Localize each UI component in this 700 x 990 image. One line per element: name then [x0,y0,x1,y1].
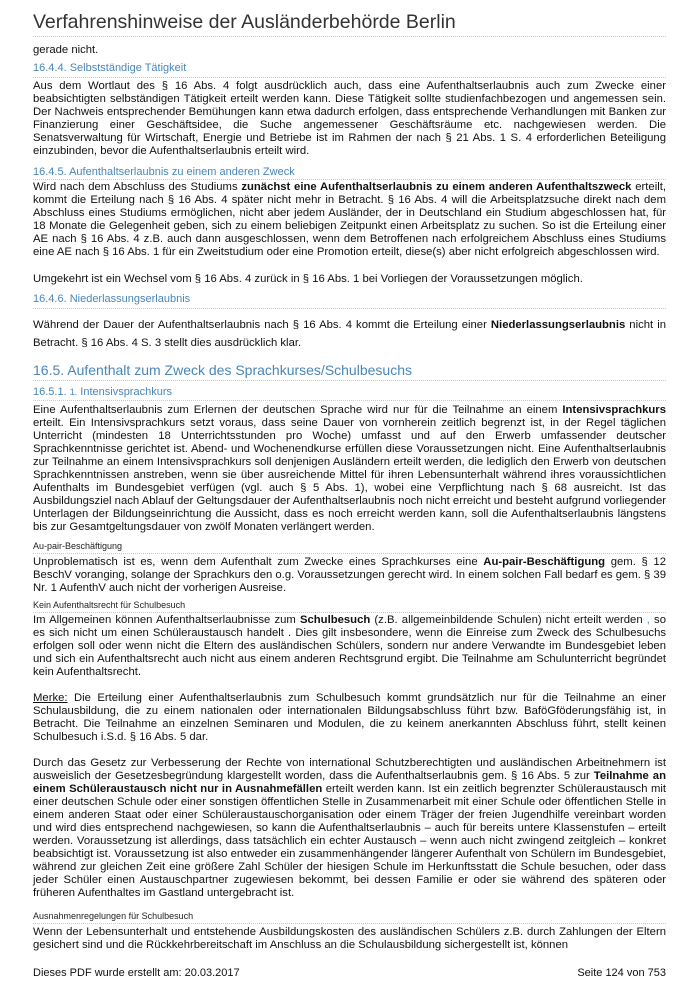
text-run: Wird nach dem Abschluss des Studiums [33,181,242,193]
text-run: Eine Aufenthaltserlaubnis zum Erlernen der deutschen Sprache wird nur für die Teilnahme an einem [33,404,563,416]
section-16-5-1-text [33,404,666,534]
aupair-text [33,556,666,595]
merke-text [33,692,666,744]
schueleraustausch-text [33,757,666,901]
header-divider [33,36,666,37]
text-run: Während der Dauer der Aufenthaltserlaubnis nach § 16 Abs. 4 kommt die Erteilung einer [33,319,491,331]
ausnahmen-heading: Ausnahmenregelungen für Schulbesuch [33,911,194,921]
section-divider [33,77,666,78]
section-divider [33,179,666,180]
section-16-5-heading: 16.5. Aufenthalt zum Zweck des Sprachkurses/Schulbesuchs [33,362,412,378]
text-run: erteilt. Ein Intensivsprachkurs setzt voraus, dass seine Dauer von vornherein zeitlich begrenzt ist, in der Regel täglichen Unterricht (mindesten 18 Unterrichtsstunden pro Woche) umfasst und auf den Erwerb umfassender deutscher Sprachkenntnisse gerichtet ist. Abend- und Wochenendkurse erfüllen diese Voraussetzungen nicht. Eine Aufenthaltserlaubnis zur Teilnahme an einem Intensivsprachkurs soll denjenigen Ausländern erteilt werden, die lediglich den Erwerb von deutschen Sprachkenntnissen anstreben, wenn sie über ausreichende Mittel für ihren Lebensunterhalt während ihres voraussichtlichen Aufenthalts im Bundesgebiet verfügen (vgl. auch § 5 Abs. 1), wobei eine Verpflichtung nach § 68 ausreicht. Ist das Ausbildungsziel nach Ablauf der Geltungsdauer der Aufenthaltserlaubnis noch nicht erreicht und besteht aufgrund vorliegender Unterlagen der Bildungseinrichtung die Aussicht, dass es noch erreicht werden kann, soll die Aufenthaltserlaubnis längstens bis zur Gesamtgeltungsdauer von zwölf Monaten verlängert werden. [33,417,666,534]
text-run: erteilt, kommt die Erteilung nach § 16 Abs. 4 später nicht mehr in Betracht. § 16 Abs. 4 will die Arbeitsplatzsuche direkt nach dem Abschluss eines Studiums ermöglichen, nicht aber jedem Ausländer, der in Deutschland ein Studium abgeschlossen hat, für 18 Monate die Gelegenheit geben, sich zu einem beliebigen Zeitpunkt einen Arbeitsplatz zu suchen. So ist die Erteilung einer AE nach § 16 Abs. 4 z.B. auch dann ausgeschlossen, wenn dem Betroffenen nach erfolgreichem Abschluss eines Studiums eine AE nach § 16 Abs. 1 für ein Zweitstudium oder eine Promotion erteilt, diese(s) aber nicht erfolgreich abgeschlossen wird. [33,181,666,259]
section-divider [33,400,666,401]
section-16-4-5-heading: 16.4.5. Aufenthaltserlaubnis zu einem anderen Zweck [33,166,295,178]
text-run: (z.B. allgemeinbildende Schulen) nicht erteilt werden [370,614,643,626]
section-16-4-6-text [33,316,666,352]
footer-created-date: Dieses PDF wurde erstellt am: 20.03.2017 [33,967,240,979]
merke-label: Merke: [33,692,68,704]
document-title: Verfahrenshinweise der Ausländerbehörde Berlin [33,11,456,33]
text-run: gem. § 12 BeschV voranging, solange der Sprachkurs den o.g. Voraussetzungen gerecht wird. In einem solchen Fall bedarf es gem. § 39 Nr. 1 AufenthV auch nicht der vorherigen Ausreise. [33,556,667,595]
section-16-5-1-heading [33,386,172,398]
section-16-4-5-text [33,181,666,259]
section-divider [33,923,666,924]
section-16-4-4-heading: 16.4.4. Selbstständige Tätigkeit [33,62,187,74]
heading-text: Intensivsprachkurs [80,386,172,398]
text-run: nicht in Betracht. § 16 Abs. 4 S. 3 stellt dies ausdrücklich klar. [33,319,666,349]
heading-number: 16.5.1. [33,386,67,398]
section-divider [33,308,666,309]
text-run: , [642,614,650,626]
emphasis: Niederlassungserlaubnis [490,319,626,331]
text-run: Durch das Gesetz zur Verbesserung der Rechte von international Schutzberechtigten und ausländischen Arbeitnehmern ist ausweislich der Gesetzesbegründung klargestellt worden, dass die Aufenthaltserlaubnis gem. § 16 Abs. 5 zur [33,757,666,783]
text-run: Die Erteilung einer Aufenthaltserlaubnis zum Schulbesuch kommt grundsätzlich nur für die Teilnahme an einer Schulausbildung, die zu einem nationalen oder internationalen Bildungsabschluss führt bzw. BaföGföderungsfähig ist, in Betracht. Die Teilnahme an einzelnen Seminaren und Modulen, die zu keinem anerkannten Abschluss führt, stellt keinen Schulbesuch i.S.d. § 16 Abs. 5 dar. [33,692,666,744]
emphasis: zunächst eine Aufenthaltserlaubnis zu einem anderen Aufenthaltszweck [241,181,632,193]
emphasis: Teilnahme an einem Schüleraustausch nicht nur in Ausnahmefällen [33,770,666,796]
section-divider [33,612,666,613]
section-divider [33,553,666,554]
heading-sub-number: 1. [69,387,78,397]
intro-fragment: gerade nicht. [33,44,99,56]
section-16-4-4-text: Aus dem Wortlaut des § 16 Abs. 4 folgt ausdrücklich auch, dass eine Aufenthaltserlaubnis auch zum Zwecke einer beabsichtigten selbständigen Tätigkeit erteilt werden kann. Diese Tätigkeit sollte studienfachbezogen und angemessen sein. Der Nachweis entsprechender Bemühungen kann etwa dadurch erfolgen, dass entsprechende Verhandlungen mit Banken zur Finanzierung einer Geschäftsidee, die Suche angemessener Geschäftsräume etc. nachgewiesen werden. Die Senatsverwaltung für Wirtschaft, Energie und Betriebe ist im Rahmen der nach § 21 Abs. 1 S. 4 erforderlichen Beteiligung einzubinden, bevor die Aufenthaltserlaubnis erteilt wird. [33,80,666,158]
schulbesuch-heading: Kein Aufenthaltsrecht für Schulbesuch [33,600,186,610]
text-run: Im Allgemeinen können Aufenthaltserlaubnisse zum [33,614,300,626]
section-16-4-6-heading: 16.4.6. Niederlassungserlaubnis [33,293,191,305]
text-run: Unproblematisch ist es, wenn dem Aufenthalt zum Zwecke eines Sprachkurses eine [33,556,484,568]
schulbesuch-text [33,614,666,679]
section-divider [33,380,666,381]
section-16-4-5-note: Umgekehrt ist ein Wechsel vom § 16 Abs. 4 zurück in § 16 Abs. 1 bei Vorliegen der Voraussetzungen möglich. [33,273,583,285]
ausnahmen-text: Wenn der Lebensunterhalt und entstehende Ausbildungskosten des ausländischen Schülers z.B. durch Zahlungen der Eltern gesichert sind und die Rückkehrbereitschaft im Anschluss an die Schulausbildung sichergestellt ist, können [33,926,666,952]
emphasis: Schulbesuch [299,614,371,626]
emphasis: Intensivsprachkurs [562,404,666,416]
text-run: erteilt werden kann. Ist ein zeitlich begrenzter Schüleraustausch mit einer deutschen Schule oder einer sonstigen öffentlichen Stelle in Zusammenarbeit mit einer Schule oder öffentlichen Stelle in einem anderen Staat oder einer Schüleraustauschorganisation oder einem Träger der freien Jugendhilfe vereinbart worden und wird dies entsprechend nachgewiesen, so kann die Aufenthaltserlaubnis – auch für bereits untere Klassenstufen – erteilt werden. Voraussetzung ist allerdings, dass tatsächlich ein echter Austausch – wenn auch nicht zwingend zeitgleich – konkret beabsichtigt ist. Voraussetzung ist also entweder ein zusammenhängender längerer Aufenthalt von Schülern im Bundesgebiet, während zur gleichen Zeit eine größere Zahl Schüler der hiesigen Schule im Herkunftsstatt die Schule besuchen, oder dass jeder Schüler einen Austauschpartner zugewiesen bekommt, bei dessen Familie er oder sie während des späteren oder früheren Aufenthaltes im Gastland untergebracht ist. [33,783,666,900]
emphasis: Au-pair-Beschäftigung [483,556,606,568]
footer-page-number: Seite 124 von 753 [577,967,666,979]
text-run: so es sich nicht um einen Schüleraustausch handelt . Dies gilt insbesondere, wenn die Einreise zum Zweck des Schulbesuchs erfolgen soll oder wenn nicht die Eltern des ausländischen Schülers, sondern nur andere Verwandte im Bundesgebiet leben und sich ein Aufenthaltsrecht auch nicht aus einem anderen Rechtsgrund ergibt. Die Teilnahme am Schulunterricht begründet kein Aufenthaltsrecht. [33,614,666,679]
aupair-heading: Au-pair-Beschäftigung [33,541,123,551]
